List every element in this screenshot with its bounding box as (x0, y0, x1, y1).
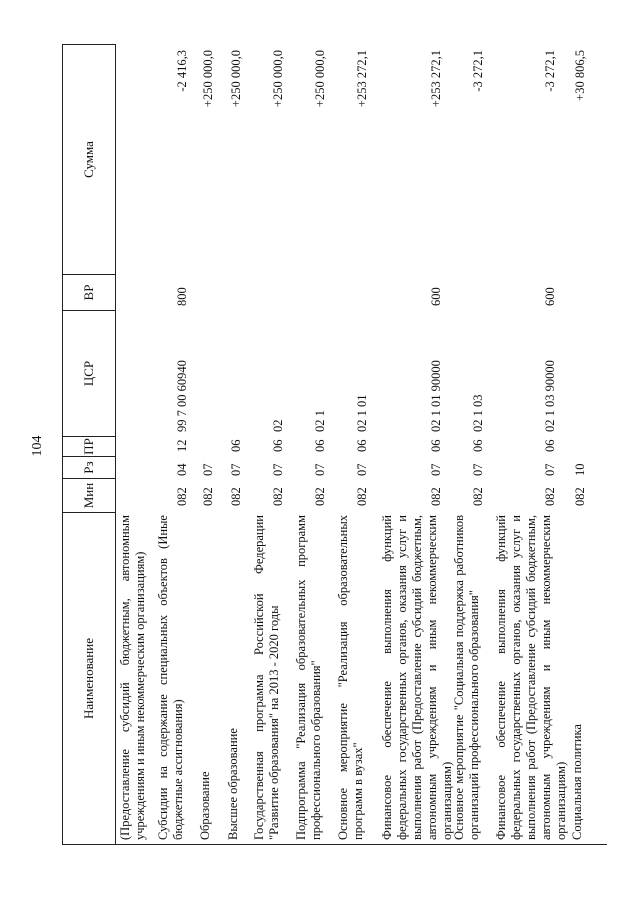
page-number: 104 (30, 435, 45, 457)
row-min: 082 (175, 487, 189, 506)
row-rz: 04 (175, 463, 189, 476)
row-rz: 07 (313, 463, 327, 476)
row-sum: +250 000,0 (313, 50, 327, 108)
row-csr: 02 (271, 419, 285, 432)
row-csr: 02 1 03 (471, 394, 485, 432)
row-min: 082 (229, 487, 243, 506)
row-csr: 02 1 01 (355, 394, 369, 432)
row-name: Образование (198, 771, 212, 840)
table-row (494, 44, 568, 844)
row-name: Государственная программа Российской Федерации "Развитие образования" на 2013 - 2020 годы (252, 515, 281, 840)
row-sum: +250 000,0 (201, 50, 215, 108)
row-name: Подпрограмма "Реализация образовательных программ профессионального образования" (294, 515, 323, 840)
rotated-page (62, 45, 607, 845)
row-sum: -3 272,1 (471, 50, 485, 92)
row-pr: 06 (429, 439, 443, 452)
row-min: 082 (471, 487, 485, 506)
table-row (156, 44, 190, 844)
table-row (252, 44, 286, 844)
header-min: Мин (63, 478, 115, 512)
row-min: 082 (313, 487, 327, 506)
table-row (118, 44, 152, 844)
row-pr: 06 (471, 439, 485, 452)
row-pr: 06 (355, 439, 369, 452)
row-name: (Предоставление субсидий бюджетным, автономным учреждениям и иным некоммерческим организациям) (118, 515, 147, 840)
table-row (226, 44, 244, 844)
row-pr: 06 (229, 439, 243, 452)
row-name: Субсидии на содержание специальных объектов (Иные бюджетные ассигнования) (156, 515, 185, 840)
row-rz: 07 (429, 463, 443, 476)
row-vr: 600 (429, 287, 443, 306)
row-rz: 10 (573, 463, 587, 476)
row-min: 082 (355, 487, 369, 506)
row-sum: -3 272,1 (543, 50, 557, 92)
row-sum: -2 416,3 (175, 50, 189, 92)
row-sum: +253 272,1 (355, 50, 369, 108)
row-csr: 99 7 00 60940 (175, 360, 189, 432)
budget-table (62, 44, 607, 845)
row-name: Социальная политика (570, 724, 584, 840)
row-sum: +250 000,0 (229, 50, 243, 108)
table-row (380, 44, 454, 844)
row-name: Финансовое обеспечение выполнения функций федеральных государственных органов, оказания услуг и выполнения работ (Предоставление субсидий бюджетным, автономным учреждениям и иным некоммерческим организациям) (380, 515, 454, 840)
row-pr: 12 (175, 439, 189, 452)
row-min: 082 (543, 487, 557, 506)
row-name: Основное мероприятие "Социальная поддержка работников организаций профессионального образования" (452, 515, 481, 840)
row-min: 082 (271, 487, 285, 506)
table-row (452, 44, 486, 844)
row-rz: 07 (471, 463, 485, 476)
row-sum: +250 000,0 (271, 50, 285, 108)
table-row (570, 44, 588, 844)
row-csr: 02 1 03 90000 (543, 360, 557, 432)
row-vr: 800 (175, 287, 189, 306)
header-pr: ПР (63, 436, 115, 456)
row-csr: 02 1 01 90000 (429, 360, 443, 432)
row-csr: 02 1 (313, 410, 327, 432)
row-sum: +30 806,5 (573, 50, 587, 101)
row-min: 082 (573, 487, 587, 506)
header-vr: ВР (63, 274, 115, 310)
row-pr: 06 (543, 439, 557, 452)
row-rz: 07 (543, 463, 557, 476)
row-name: Высшее образование (226, 728, 240, 840)
header-sum: Сумма (63, 44, 115, 274)
row-sum: +253 272,1 (429, 50, 443, 108)
row-rz: 07 (355, 463, 369, 476)
row-min: 082 (429, 487, 443, 506)
table-header (62, 44, 116, 844)
row-pr: 06 (313, 439, 327, 452)
row-pr: 06 (271, 439, 285, 452)
row-name: Основное мероприятие "Реализация образовательных программ в вузах" (336, 515, 365, 840)
row-vr: 600 (543, 287, 557, 306)
row-rz: 07 (201, 463, 215, 476)
header-csr: ЦСР (63, 310, 115, 436)
table-row (336, 44, 370, 844)
header-rz: Рз (63, 456, 115, 478)
table-row (294, 44, 328, 844)
row-min: 082 (201, 487, 215, 506)
row-rz: 07 (229, 463, 243, 476)
header-name: Наименование (63, 512, 115, 844)
table-row (198, 44, 216, 844)
row-rz: 07 (271, 463, 285, 476)
row-name: Финансовое обеспечение выполнения функций федеральных государственных органов, оказания услуг и выполнения работ (Предоставление субсидий бюджетным, автономным учреждениям и иным некоммерческим организациям) (494, 515, 568, 840)
